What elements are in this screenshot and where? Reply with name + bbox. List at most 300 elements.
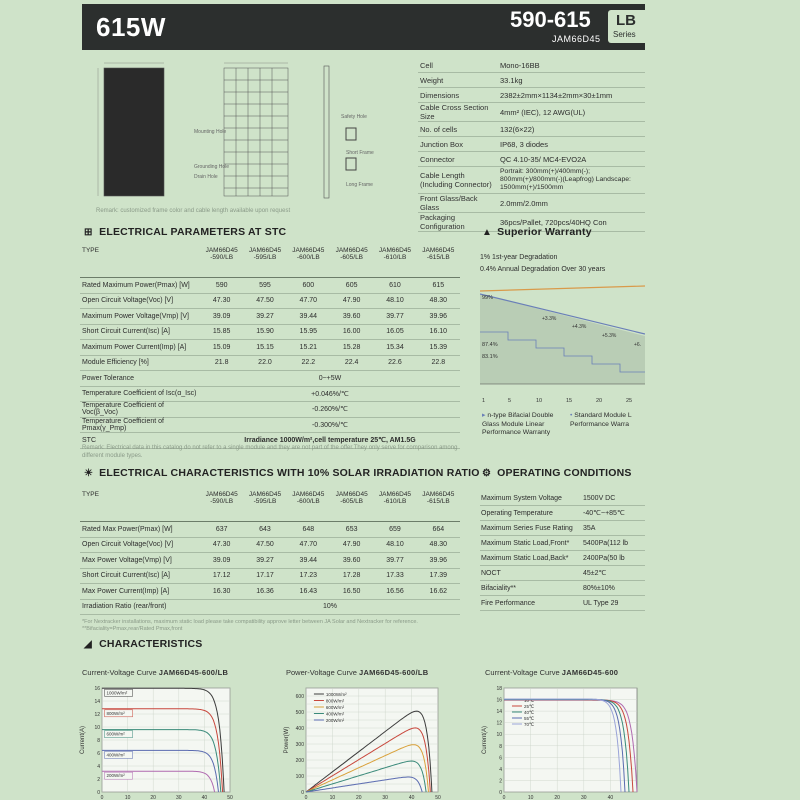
op-key: Maximum System Voltage [480,491,582,506]
y-tick-label: 14 [94,699,100,705]
warranty-line-1: 1% 1st-year Degradation [480,254,558,261]
table-row [80,417,460,433]
legend-label: 200W/m² [106,773,125,779]
spec-value: QC 4.10-35/ MC4-EVO2A [498,152,645,167]
stc-table [80,244,460,449]
cell: 39.77 [373,309,416,325]
cell: 648 [287,522,330,538]
cell: 16.56 [373,584,416,600]
series-badge [608,10,645,43]
legend-label: 55℃ [523,716,535,721]
cell: 21.8 [200,355,243,371]
row-label: Temperature Coefficient of Pmax(γ_Pmp) [80,417,200,433]
stc-section-title [84,226,286,238]
legend-label: 10℃ [523,698,535,703]
drawing-label-mounting: Mounting Hole [194,129,227,135]
spec-key: Front Glass/Back Glass [418,194,498,213]
lightning-grid-icon: ⊞ [84,227,93,238]
table-row [480,491,645,506]
warranty-line-2: 0.4% Annual Degradation Over 30 years [480,266,606,273]
op-value: UL Type 29 [582,596,645,611]
xtick: 5 [508,398,512,404]
op-value: -40℃~+85℃ [582,506,645,521]
cell: 615 [417,278,460,294]
header-bar [82,4,645,50]
model-col: JAM66D45 -615/LB [417,244,460,278]
type-label: TYPE [80,244,200,278]
cell: 16.00 [330,324,373,340]
chart-title-text: Current-Voltage Curve [485,668,560,677]
xtick: 1 [482,398,486,404]
chart-model-text: JAM66D45-600 [561,668,619,677]
x-tick-label: 0 [100,795,104,800]
cell: 17.33 [373,568,416,584]
y-tick-label: 12 [496,720,502,727]
warranty-chart [480,284,645,409]
model-col: JAM66D45 -590/LB [200,488,243,522]
model-col: JAM66D45 -610/LB [373,488,416,522]
y-tick-label: 100 [295,774,304,780]
y-axis-label: Power(W) [284,726,290,754]
y-tick-label: 400 [295,726,304,732]
spec-row [418,152,645,167]
row-label: STC [80,433,200,449]
cell: 48.10 [373,537,416,553]
y-tick-label: 16 [94,686,100,692]
cell: 39.27 [243,553,286,569]
cell: 47.70 [287,537,330,553]
cell: 17.28 [330,568,373,584]
operating-table [480,491,645,611]
cell: 39.96 [417,553,460,569]
op-key: Bifaciality** [480,581,582,596]
chart-model-text: JAM66D45-600/LB [358,668,429,677]
xtick: 10 [536,398,543,404]
cell: 16.50 [330,584,373,600]
cell: 47.50 [243,537,286,553]
x-tick-label: 10 [527,795,534,800]
sun-grid-icon: ☀ [84,468,94,479]
chart-1-title [82,668,228,677]
y-tick-label: 600 [295,694,304,700]
drawing-label-safety: Safety Hole [341,114,367,120]
x-tick-label: 30 [581,795,587,800]
table-row [80,553,460,569]
spec-row [418,167,645,194]
x-tick-label: 30 [176,795,182,800]
gain-annotation: +5.3% [602,333,617,339]
op-value: 1500V DC [582,491,645,506]
xtick: 25 [626,398,633,404]
cell: 15.28 [330,340,373,356]
irr-table [80,488,460,615]
table-row [80,568,460,584]
spec-value: Portrait: 300mm(+)/400mm(-); 800mm(+)/800mm(-)(Leapfrog) Landscape: 1500mm(+)/1500mm [498,167,645,194]
side-view [324,66,329,198]
legend-label: 800W/m² [106,710,125,716]
cell: 22.0 [243,355,286,371]
cell: 17.17 [243,568,286,584]
table-row [80,355,460,371]
cell: 39.44 [287,553,330,569]
cell: 0~+5W [200,371,460,387]
x-tick-label: 20 [356,795,362,800]
model-code: JAM66D45 [552,34,601,44]
cell: 47.70 [287,293,330,309]
cell: 16.05 [373,324,416,340]
cell: 15.15 [243,340,286,356]
row-label: Maximum Power Voltage(Vmp) [V] [80,309,200,325]
y-tick-label: 2 [499,778,502,785]
spec-row [418,103,645,122]
cell: 590 [200,278,243,294]
iv-chart-temperature [480,682,645,800]
spec-value: 2.0mm/2.0mm [498,194,645,213]
back-view-frame [224,68,288,196]
cell: 659 [373,522,416,538]
row-label: Maximum Power Current(Imp) [A] [80,340,200,356]
table-row [80,386,460,402]
legend-label: 400W/m² [106,752,125,758]
stc-title-text: ELECTRICAL PARAMETERS AT STC [99,226,287,238]
badge-sub: Series [613,30,636,39]
spec-key: Cable Length (Including Connector) [418,167,498,194]
chart-model-text: JAM66D45-600/LB [158,668,229,677]
legend-label: 40℃ [523,710,535,715]
model-col: JAM66D45 -610/LB [373,244,416,278]
y-tick-label: 0 [97,790,100,796]
y-tick-label: 500 [295,710,304,716]
x-tick-label: 0 [502,795,506,800]
irr-remark: *For Nextracker installations, maximum static load please take compatibility approve letter between JA Solar and Nextracker for reference. **Bifaciality=Pmax,rear/Rated Pmax,front [82,619,418,632]
cell: 15.21 [287,340,330,356]
legend-label: 1000W/m² [325,692,347,697]
chart-icon: ◢ [84,639,92,650]
op-key: Maximum Series Fuse Rating [480,521,582,536]
badge-label: LB [616,12,636,29]
row-label: Short Circuit Current(Isc) [A] [80,568,200,584]
cell: 15.95 [287,324,330,340]
legend-label: 200W/m² [325,718,345,723]
cell: 39.60 [330,553,373,569]
cell: 595 [243,278,286,294]
cell: 16.10 [417,324,460,340]
y-tick-label: 300 [295,742,304,748]
x-tick-label: 50 [435,795,441,800]
cell: 16.43 [287,584,330,600]
y-tick-label: 0 [499,790,502,796]
y-tick-label: 200 [295,758,304,764]
table-row [80,324,460,340]
spec-value: 36pcs/Pallet, 720pcs/40HQ Con [498,213,645,232]
cell: 17.23 [287,568,330,584]
warranty-title-text: Superior Warranty [497,226,592,238]
spec-key: Weight [418,73,498,88]
cell: 39.96 [417,309,460,325]
model-col: JAM66D45 -615/LB [417,488,460,522]
cell: 600 [287,278,330,294]
table-row [80,584,460,600]
y-tick-label: 4 [499,766,502,773]
cell: 10% [200,599,460,615]
y-tick-label: 14 [496,709,502,716]
cell: 637 [200,522,243,538]
irr-header-row [80,488,460,522]
cell: 22.8 [417,355,460,371]
cell: 48.10 [373,293,416,309]
y-tick-label: 8 [499,743,502,750]
cell: 47.50 [243,293,286,309]
x-tick-label: 50 [227,795,233,800]
cell: 47.30 [200,293,243,309]
cell: 47.90 [330,293,373,309]
model-col: JAM66D45 -605/LB [330,244,373,278]
cell: -0.300%/℃ [200,417,460,433]
spec-row [418,122,645,137]
table-row [80,371,460,387]
gain-annotation: +6. [634,342,642,348]
cell: 15.90 [243,324,286,340]
warranty-legend-2: • Standard Module L Performance Warra [570,412,632,428]
table-row [480,536,645,551]
cell: 48.30 [417,293,460,309]
cell: Irradiance 1000W/m²,cell temperature 25℃, AM1.5G [200,433,460,449]
legend-text: n-type Bifacial Double Glass Module Linear Performance Warranty [482,412,554,436]
power-range: 590-615 [510,7,591,32]
model-col: JAM66D45 -590/LB [200,244,243,278]
x-tick-label: 20 [554,795,560,800]
power-title: 615W [96,12,166,42]
table-row [80,599,460,615]
y-tick-label: 2 [97,777,100,783]
row-label: Open Circuit Voltage(Voc) [V] [80,537,200,553]
spec-key: Connector [418,152,498,167]
spec-key: Packaging Configuration [418,213,498,232]
xtick: 20 [596,398,603,404]
y-axis-label: Current(A) [482,725,488,755]
legend-label: 70℃ [523,722,535,727]
chart-title-text: Power-Voltage Curve [286,668,357,677]
y-tick-label: 16 [496,697,502,704]
type-label: TYPE [80,488,200,522]
ylabel-831: 83.1% [482,354,498,360]
spec-value: 2382±2mm×1134±2mm×30±1mm [498,88,645,103]
spec-key: Junction Box [418,137,498,152]
table-row [80,278,460,294]
chart-3-title [485,668,645,677]
cell: 39.60 [330,309,373,325]
table-row [80,522,460,538]
legend-label: 800W/m² [325,698,345,704]
front-view-panel [104,68,164,196]
stc-remark: Remark: Electrical data in this catalog do not refer to a single module and they are not part of the offer.They only serve for comparison among different module types. [82,445,458,459]
cell: 22.6 [373,355,416,371]
warranty-text [480,252,605,276]
op-value: 80%±10% [582,581,645,596]
cell: 22.2 [287,355,330,371]
drawing-remark: Remark: customized frame color and cable length available upon request [96,208,291,214]
cell: 17.12 [200,568,243,584]
spec-value: 33.1kg [498,73,645,88]
spec-row [418,137,645,152]
chart-2-title [286,668,429,677]
table-row [480,521,645,536]
table-row [80,537,460,553]
mechanical-drawings [96,58,411,208]
table-row [80,340,460,356]
y-tick-label: 12 [94,712,100,718]
op-value: 2400Pa(50 lb [582,551,645,566]
table-row [480,566,645,581]
row-label: Max Power Current(Imp) [A] [80,584,200,600]
cell: 15.34 [373,340,416,356]
ylabel-99: 99% [482,295,494,301]
y-axis-label: Current(A) [80,725,86,755]
cell: 16.62 [417,584,460,600]
row-label: Open Circuit Voltage(Voc) [V] [80,293,200,309]
model-col: JAM66D45 -600/LB [287,244,330,278]
op-value: 5400Pa(112 lb [582,536,645,551]
spec-key: Dimensions [418,88,498,103]
cell: 605 [330,278,373,294]
cell: 22.4 [330,355,373,371]
row-label: Short Circuit Current(Isc) [A] [80,324,200,340]
cell: 39.27 [243,309,286,325]
warranty-section-title [482,226,592,238]
table-row [80,402,460,418]
y-tick-label: 10 [94,725,100,731]
operating-section-title [482,467,632,479]
x-tick-label: 20 [150,795,156,800]
drawing-label-drain: Drain Hole [194,174,218,180]
drawing-label-long-frame: Long Frame [346,182,373,188]
cell: 15.39 [417,340,460,356]
operating-title-text: OPERATING CONDITIONS [497,467,632,479]
table-row [480,506,645,521]
cell: 39.77 [373,553,416,569]
op-key: Operating Temperature [480,506,582,521]
cell: 610 [373,278,416,294]
y-tick-label: 18 [496,686,502,692]
op-value: 35A [582,521,645,536]
cell: -0.260%/℃ [200,402,460,418]
cell: 653 [330,522,373,538]
xtick: 15 [566,398,573,404]
cell: +0.046%/℃ [200,386,460,402]
cell: 39.09 [200,553,243,569]
op-key: Maximum Static Load,Back* [480,551,582,566]
frame-section [346,128,356,170]
model-col: JAM66D45 -600/LB [287,488,330,522]
spec-value: IP68, 3 diodes [498,137,645,152]
cell: 39.44 [287,309,330,325]
irr-section-title [84,467,480,479]
row-label: Temperature Coefficient of Voc(β_Voc) [80,402,200,418]
x-tick-label: 10 [124,795,131,800]
legend-label: 1000W/m² [106,690,128,696]
y-tick-label: 6 [97,751,100,757]
legend-label: 25℃ [523,704,535,709]
cell: 48.30 [417,537,460,553]
spec-row [418,194,645,213]
op-key: Maximum Static Load,Front* [480,536,582,551]
x-tick-label: 30 [382,795,388,800]
row-label: Module Efficiency [%] [80,355,200,371]
top-line [480,286,645,291]
stc-header-row [80,244,460,278]
table-row [80,293,460,309]
badge-icon: ▲ [482,227,493,238]
model-col: JAM66D45 -595/LB [243,488,286,522]
table-row [80,309,460,325]
row-label: Power Tolerance [80,371,200,387]
y-tick-label: 6 [499,755,502,762]
characteristics-title-text: CHARACTERISTICS [99,638,203,650]
legend-label: 600W/m² [106,731,125,737]
spec-key: Cable Cross Section Size [418,103,498,122]
cell: 17.39 [417,568,460,584]
row-label: Irradiation Ratio (rear/front) [80,599,200,615]
cell: 15.85 [200,324,243,340]
cell: 16.36 [243,584,286,600]
gain-annotation: +3.3% [542,316,557,322]
irr-title-text: ELECTRICAL CHARACTERISTICS WITH 10% SOLAR IRRADIATION RATIO [99,467,480,479]
model-col: JAM66D45 -605/LB [330,488,373,522]
spec-row [418,58,645,73]
op-value: 45±2℃ [582,566,645,581]
row-label: Rated Max Power(Pmax) [W] [80,522,200,538]
y-tick-label: 4 [97,764,100,770]
cell: 16.30 [200,584,243,600]
legend-label: 600W/m² [325,705,345,710]
spec-key: Cell [418,58,498,73]
cell: 15.09 [200,340,243,356]
spec-value: 132(6×22) [498,122,645,137]
model-col: JAM66D45 -595/LB [243,244,286,278]
spec-value: 4mm² (IEC), 12 AWG(UL) [498,103,645,122]
cell: 664 [417,522,460,538]
table-row [480,581,645,596]
gear-icon: ⚙ [482,468,492,479]
x-tick-label: 10 [329,795,336,800]
spec-row [418,73,645,88]
cell: 643 [243,522,286,538]
x-tick-label: 0 [304,795,308,800]
spec-key: No. of cells [418,122,498,137]
cell: 47.90 [330,537,373,553]
warranty-legend-1: ▸ n-type Bifacial Double Glass Module Linear Performance Warranty [482,412,554,436]
cell: 39.09 [200,309,243,325]
chart-title-text: Current-Voltage Curve [82,668,157,677]
table-row [480,551,645,566]
y-tick-label: 0 [301,790,304,796]
cell: 47.30 [200,537,243,553]
y-tick-label: 8 [97,738,100,744]
x-tick-label: 40 [201,795,208,800]
row-label: Temperature Coefficient of Isc(α_Isc) [80,386,200,402]
op-key: NOCT [480,566,582,581]
drawing-label-short-frame: Short Frame [346,150,374,156]
row-label: Rated Maximum Power(Pmax) [W] [80,278,200,294]
legend-text: Standard Module L Performance Warra [570,412,632,428]
spec-row [418,88,645,103]
spec-value: Mono-16BB [498,58,645,73]
characteristics-section-title [84,638,202,650]
gain-annotation: +4.3% [572,324,587,330]
drawing-label-grounding: Grounding Hole [194,164,230,170]
x-tick-label: 40 [408,795,415,800]
legend-label: 400W/m² [325,711,345,717]
